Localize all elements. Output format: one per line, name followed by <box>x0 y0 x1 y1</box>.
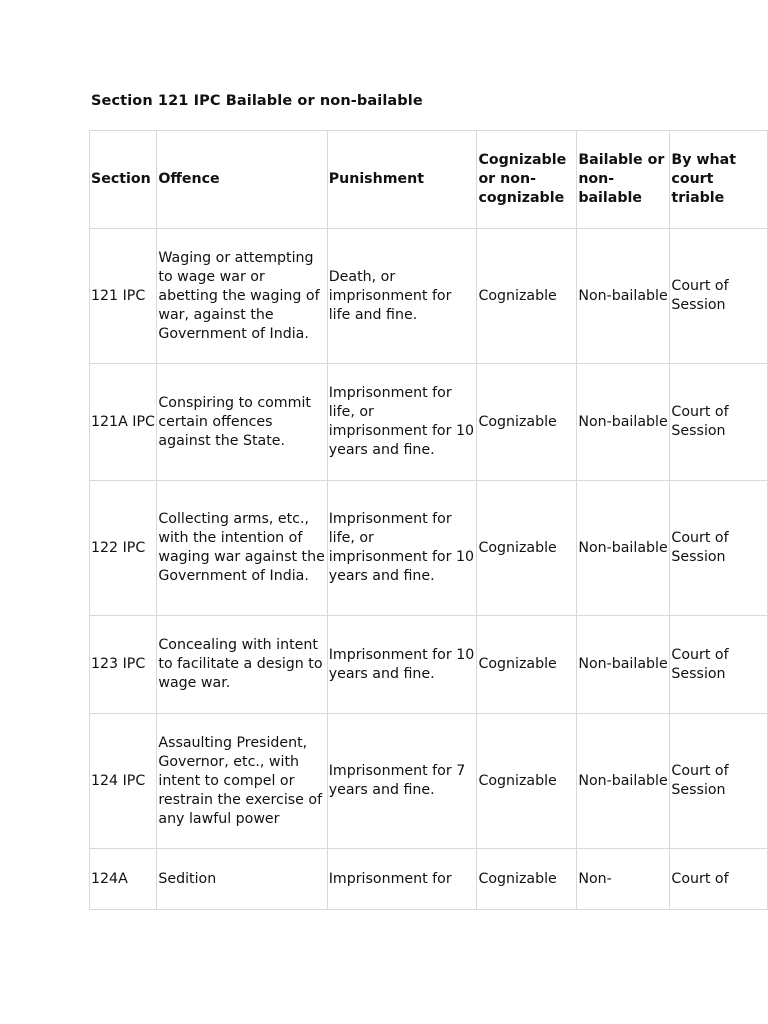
table-row <box>90 849 768 910</box>
cell-section: 124 IPC <box>90 714 157 849</box>
cell-punishment: Death, or imprisonment for life and fine. <box>327 229 477 364</box>
cell-section: 122 IPC <box>90 481 157 616</box>
cell-section: 121 IPC <box>90 229 157 364</box>
cell-bailable: Non- <box>577 849 670 910</box>
header-court: By what court triable <box>670 131 768 229</box>
cell-court: Court of Session <box>670 714 768 849</box>
cell-bailable: Non-bailable <box>577 364 670 481</box>
cell-court: Court of Session <box>670 364 768 481</box>
table-row <box>90 714 768 849</box>
table-row <box>90 481 768 616</box>
cell-punishment: Imprisonment for <box>327 849 477 910</box>
cell-court: Court of <box>670 849 768 910</box>
cell-bailable: Non-bailable <box>577 229 670 364</box>
cell-punishment: Imprisonment for 10 years and fine. <box>327 616 477 714</box>
cell-offence: Sedition <box>157 849 327 910</box>
cell-offence: Waging or attempting to wage war or abetting the waging of war, against the Government of India. <box>157 229 327 364</box>
page-title: Section 121 IPC Bailable or non-bailable <box>91 93 423 109</box>
cell-offence: Conspiring to commit certain offences against the State. <box>157 364 327 481</box>
cell-bailable: Non-bailable <box>577 616 670 714</box>
table-row <box>90 364 768 481</box>
cell-cognizable: Cognizable <box>477 849 577 910</box>
cell-court: Court of Session <box>670 616 768 714</box>
cell-section: 121A IPC <box>90 364 157 481</box>
cell-cognizable: Cognizable <box>477 714 577 849</box>
cell-cognizable: Cognizable <box>477 616 577 714</box>
header-cognizable: Cognizable or non-cognizable <box>477 131 577 229</box>
offences-table <box>89 130 768 910</box>
cell-offence: Concealing with intent to facilitate a design to wage war. <box>157 616 327 714</box>
cell-bailable: Non-bailable <box>577 481 670 616</box>
cell-punishment: Imprisonment for 7 years and fine. <box>327 714 477 849</box>
cell-cognizable: Cognizable <box>477 481 577 616</box>
cell-punishment: Imprisonment for life, or imprisonment for 10 years and fine. <box>327 481 477 616</box>
cell-cognizable: Cognizable <box>477 229 577 364</box>
cell-bailable: Non-bailable <box>577 714 670 849</box>
cell-offence: Assaulting President, Governor, etc., with intent to compel or restrain the exercise of any lawful power <box>157 714 327 849</box>
cell-section: 123 IPC <box>90 616 157 714</box>
header-punishment: Punishment <box>327 131 477 229</box>
header-bailable: Bailable or non-bailable <box>577 131 670 229</box>
cell-cognizable: Cognizable <box>477 364 577 481</box>
table-row <box>90 616 768 714</box>
cell-section: 124A <box>90 849 157 910</box>
table-row <box>90 229 768 364</box>
cell-punishment: Imprisonment for life, or imprisonment for 10 years and fine. <box>327 364 477 481</box>
cell-offence: Collecting arms, etc., with the intention of waging war against the Government of India. <box>157 481 327 616</box>
table-header-row <box>90 131 768 229</box>
header-section: Section <box>90 131 157 229</box>
cell-court: Court of Session <box>670 229 768 364</box>
header-offence: Offence <box>157 131 327 229</box>
cell-court: Court of Session <box>670 481 768 616</box>
